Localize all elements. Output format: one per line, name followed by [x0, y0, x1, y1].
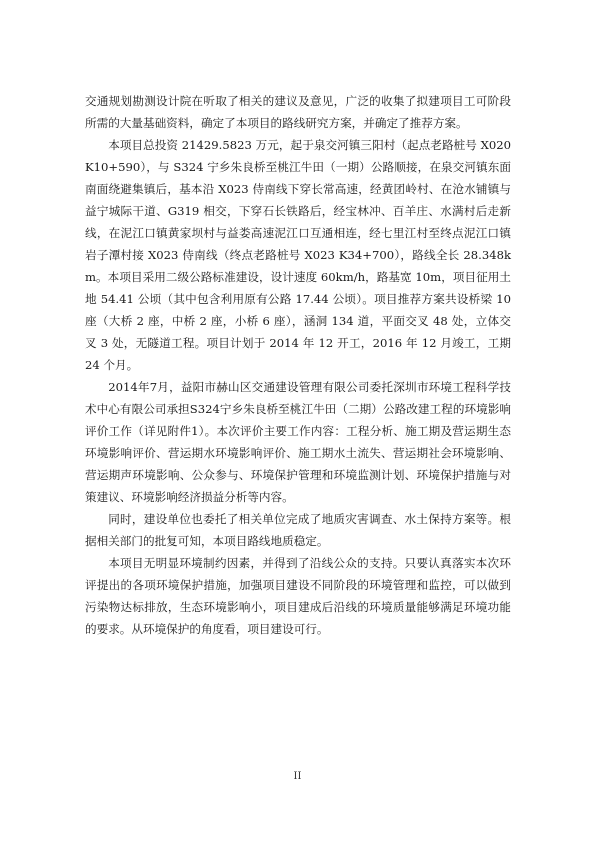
paragraph-geology-survey: 同时，建设单位也委托了相关单位完成了地质灾害调查、水土保持方案等。根据相关部门的批复可知，本项目路线地质稳定。	[85, 512, 511, 548]
paragraph-conclusion: 本项目无明显环境制约因素，并得到了沿线公众的支持。只要认真落实本次环评提出的各项环境保护措施，加强项目建设不同阶段的环境管理和监控，可以做到污染物达标排放，生态环境影响小，项目建成后沿线的环境质量能够满足环境功能的要求。从环境保护的角度看，项目建设可行。	[85, 556, 511, 636]
paragraph-eia-commission: 2014年7月，益阳市赫山区交通建设管理有限公司委托深圳市环境工程科学技术中心有限公司承担S324宁乡朱良桥至桃江牛田（二期）公路改建工程的环境影响评价工作（详见附件1）。本次评价主要工作内容：工程分析、施工期及营运期生态环境影响评价、营运期水环境影响评价、施工期水土流失、营运期社会环境影响、营运期声环境影响、公众参与、环境保护管理和环境监测计划、环境保护措施与对策建议、环境影响经济损益分析等内容。	[85, 380, 511, 504]
page-body	[85, 90, 511, 640]
paragraph-project-overview: 本项目总投资 21429.5823 万元，起于泉交河镇三阳村（起点老路桩号 X020 K10+590），与 S324 宁乡朱良桥至桃江牛田（一期）公路顺接，在泉交河镇东面南面绕避集镇后，基本沿 X023 侍南线下穿长常高速，经黄团岭村、在沧水铺镇与益宁城际干道、G319 相交，下穿石长铁路后，经宝林冲、百羊庄、水满村后走新线，在泥江口镇黄家坝村与益娄高速泥江口互通相连，经七里江村至终点泥江口镇岩子潭村接 X023 侍南线（终点老路桩号 X023 K34+700），路线全长 28.348km。本项目采用二级公路标准建设，设计速度 60km/h，路基宽 10m，项目征用土地 54.41 公顷（其中包含利用原有公路 17.44 公顷）。项目推荐方案共设桥梁 10 座（大桥 2 座，中桥 2 座，小桥 6 座），涵洞 134 道，平面交叉 48 处，立体交叉 3 处，无隧道工程。项目计划于 2014 年 12 开工，2016 年 12 月竣工，工期 24 个月。	[85, 138, 511, 372]
paragraph-continuation: 交通规划勘测设计院在听取了相关的建议及意见，广泛的收集了拟建项目工可阶段所需的大量基础资料，确定了本项目的路线研究方案，并确定了推荐方案。	[85, 94, 511, 130]
page-number: II	[293, 771, 302, 782]
